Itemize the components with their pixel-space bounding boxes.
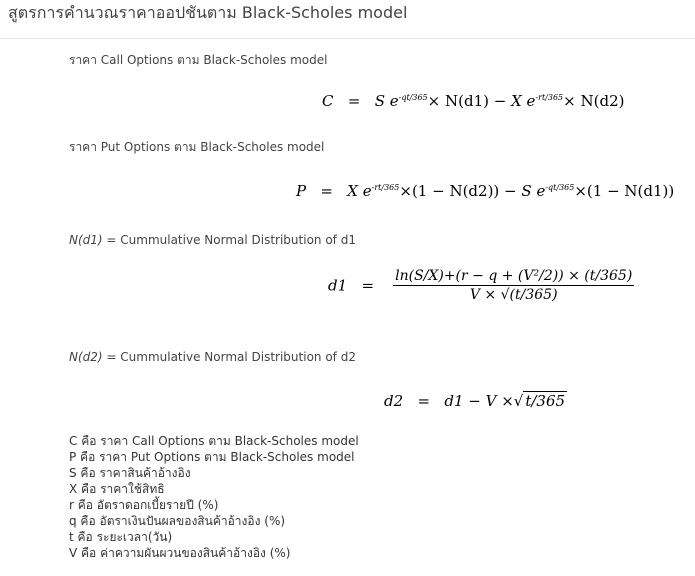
title-divider [0, 38, 695, 39]
call-formula: C = S $e^{-qt/365}\times N(d1) - X$ $e^{-rt/365}\times N(d2)$ [322, 92, 625, 110]
definition-item: C คือ ราคา Call Options ตาม Black-Scholes model [69, 434, 359, 448]
d2-formula: d2 = d1 − V ×√ t/365 [384, 392, 566, 410]
definition-item: r คือ อัตราดอกเบี้ยรายปี (%) [69, 498, 219, 512]
page-title: สูตรการคำนวณราคาออปชันตาม Black-Scholes model [8, 3, 408, 22]
put-price-label: ราคา Put Options ตาม Black-Scholes model [69, 140, 325, 154]
nd2-label: N(d2) = Cummulative Normal Distribution of d2 [69, 350, 356, 364]
call-price-label: ราคา Call Options ตาม Black-Scholes model [69, 53, 328, 67]
nd1-label: N(d1) = Cummulative Normal Distribution of d1 [69, 233, 356, 247]
definition-item: q คือ อัตราเงินปันผลของสินค้าอ้างอิง (%) [69, 514, 286, 528]
definition-item: V คือ ค่าความผันผวนของสินค้าอ้างอิง (%) [69, 546, 291, 560]
d1-formula: d1 = $\frac{\text{ln(S/X)+(r − q + (V²/2)) × (t/365)}}{V \times √(t/365)}$ [328, 268, 633, 303]
definition-item: P คือ ราคา Put Options ตาม Black-Scholes model [69, 450, 355, 464]
definition-item: t คือ ระยะเวลา(วัน) [69, 530, 173, 544]
definitions-list [69, 433, 359, 561]
put-formula: P = X $e^{-rt/365}\times(1 - N(d2)) - S$ $e^{-qt/365}\times(1 - N(d1))$ [296, 182, 675, 200]
definition-item: X คือ ราคาใช้สิทธิ [69, 482, 165, 496]
definition-item: S คือ ราคาสินค้าอ้างอิง [69, 466, 191, 480]
